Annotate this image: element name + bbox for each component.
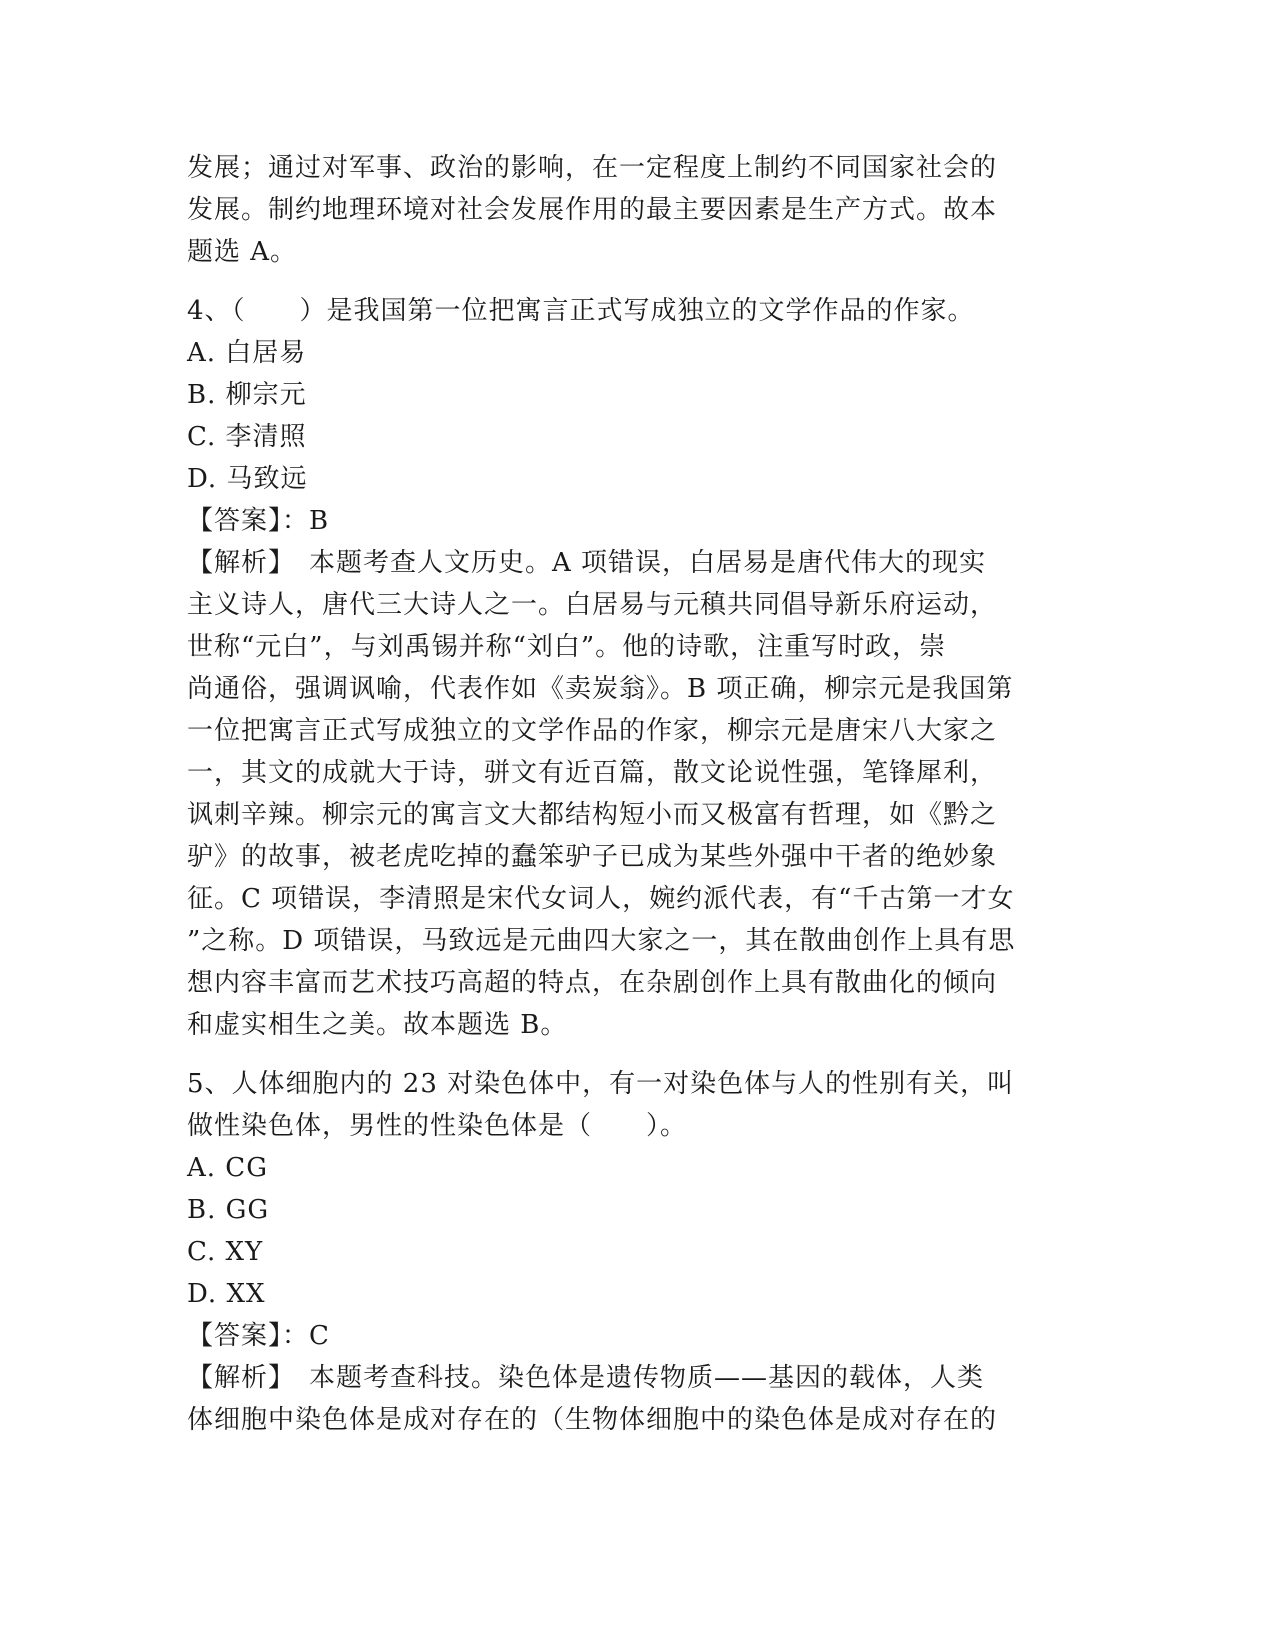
text-line: 想内容丰富而艺术技巧高超的特点，在杂剧创作上具有散曲化的倾向 <box>187 968 998 998</box>
text-line: 和虚实相生之美。故本题选 B。 <box>187 1010 568 1040</box>
text-line: 尚通俗，强调讽喻，代表作如《卖炭翁》。B 项正确，柳宗元是我国第 <box>187 674 1014 704</box>
document-page <box>187 147 1087 1441</box>
text-line: 题选 A。 <box>187 237 298 267</box>
option-a: A. CG <box>187 1153 268 1183</box>
text-line: 体细胞中染色体是成对存在的（生物体细胞中的染色体是成对存在的 <box>187 1405 998 1435</box>
text-line: 征。C 项错误，李清照是宋代女词人，婉约派代表，有“千古第一才女 <box>187 884 1015 914</box>
explanation <box>187 1357 1087 1441</box>
option-a: A. 白居易 <box>187 338 307 368</box>
question-stem: 5、人体细胞内的 23 对染色体中，有一对染色体与人的性别有关，叫 <box>187 1069 1015 1099</box>
text-line: 【解析】 本题考查科技。染色体是遗传物质——基因的载体，人类 <box>187 1363 985 1393</box>
text-line: 发展；通过对军事、政治的影响，在一定程度上制约不同国家社会的 <box>187 153 998 183</box>
text-line: ”之称。D 项错误，马致远是元曲四大家之一，其在散曲创作上具有思 <box>187 926 1016 956</box>
question-stem: 做性染色体，男性的性染色体是（ ）。 <box>187 1111 688 1141</box>
text-line: 主义诗人，唐代三大诗人之一。白居易与元稹共同倡导新乐府运动， <box>187 590 998 620</box>
text-line: 讽刺辛辣。柳宗元的寓言文大都结构短小而又极富有哲理，如《黔之 <box>187 800 998 830</box>
option-c: C. 李清照 <box>187 422 307 452</box>
text-line: 驴》的故事，被老虎吃掉的蠢笨驴子已成为某些外强中干者的绝妙象 <box>187 842 998 872</box>
text-line: 一，其文的成就大于诗，骈文有近百篇，散文论说性强，笔锋犀利， <box>187 758 998 788</box>
question-5 <box>187 1063 1087 1441</box>
answer-line: 【答案】：B <box>187 506 330 536</box>
question-4 <box>187 290 1087 1046</box>
text-line: 【解析】 本题考查人文历史。A 项错误，白居易是唐代伟大的现实 <box>187 548 987 578</box>
text-line: 发展。制约地理环境对社会发展作用的最主要因素是生产方式。故本 <box>187 195 998 225</box>
option-c: C. XY <box>187 1237 264 1267</box>
explanation <box>187 542 1087 1046</box>
option-d: D. XX <box>187 1279 266 1309</box>
option-b: B. GG <box>187 1195 270 1225</box>
text-line: 一位把寓言正式写成独立的文学作品的作家，柳宗元是唐宋八大家之 <box>187 716 998 746</box>
previous-explanation <box>187 147 1087 273</box>
text-line: 世称“元白”，与刘禹锡并称“刘白”。他的诗歌，注重写时政，崇 <box>187 632 947 662</box>
option-d: D. 马致远 <box>187 464 308 494</box>
answer-line: 【答案】：C <box>187 1321 330 1351</box>
option-b: B. 柳宗元 <box>187 380 307 410</box>
question-stem: 4、（ ）是我国第一位把寓言正式写成独立的文学作品的作家。 <box>187 296 975 326</box>
